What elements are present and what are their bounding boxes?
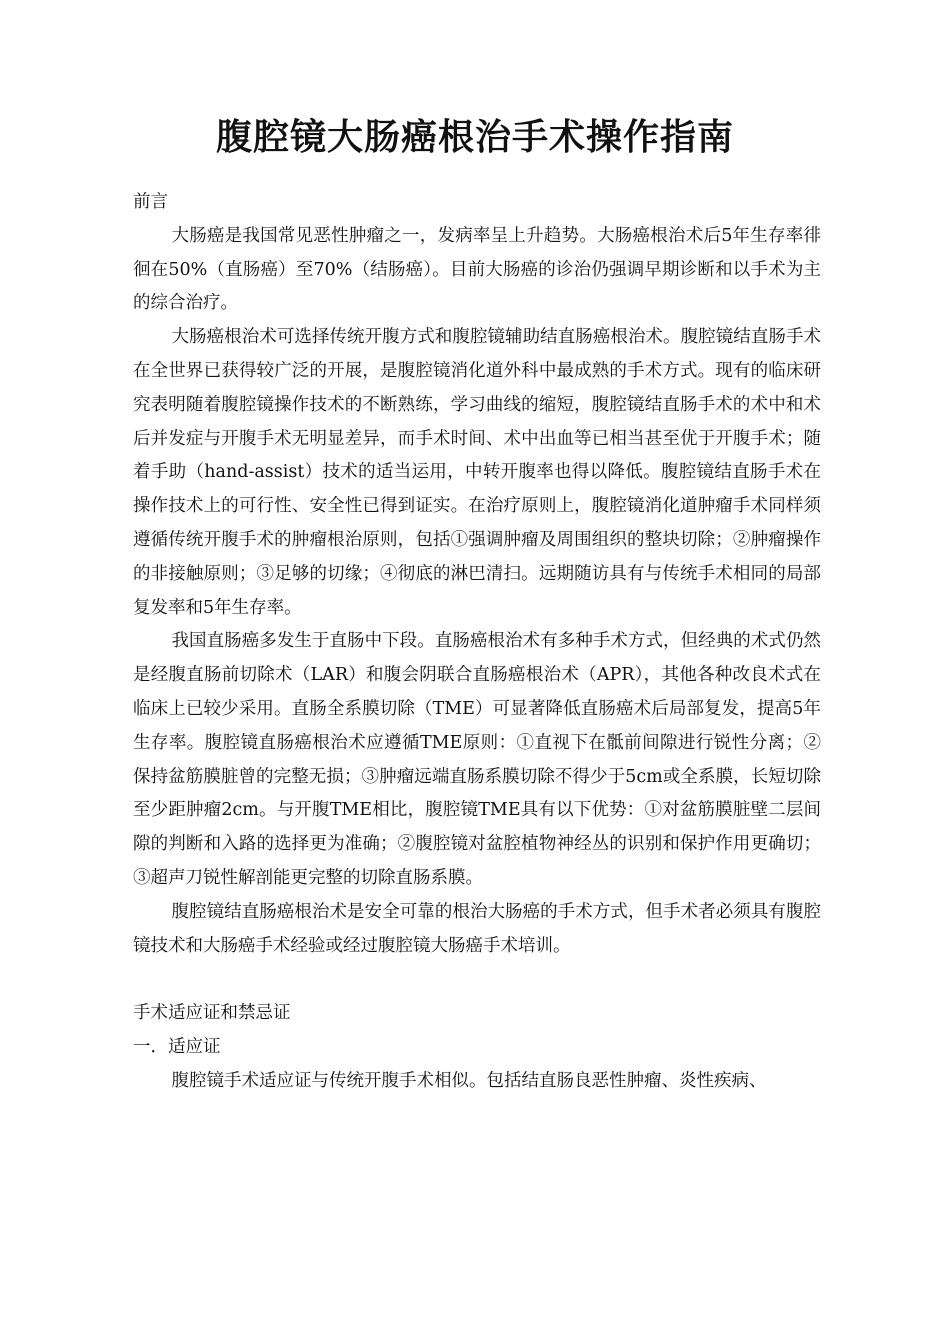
paragraph-4: 腹腔镜结直肠癌根治术是安全可靠的根治大肠癌的手术方式，但手术者必须具有腹腔镜技术和大肠癌手术经验或经过腹腔镜大肠癌手术培训。 (133, 901, 821, 956)
paragraph-2: 大肠癌根治术可选择传统开腹方式和腹腔镜辅助结直肠癌根治术。腹腔镜结直肠手术在全世界已获得较广泛的开展，是腹腔镜消化道外科中最成熟的手术方式。现有的临床研究表明随着腹腔镜操作技术的不断熟练，学习曲线的缩短，腹腔镜结直肠手术的术中和术后并发症与开腹手术无明显差异，而手术时间、术中出血等已相当甚至优于开腹手术；随着手助（hand-assist）技术的适当运用，中转开腹率也得以降低。腹腔镜结直肠手术在操作技术上的可行性、安全性已得到证实。在治疗原则上，腹腔镜消化道肿瘤手术同样须遵循传统开腹手术的肿瘤根治原则，包括①强调肿瘤及周围组织的整块切除；②肿瘤操作的非接触原则；③足够的切缘；④彻底的淋巴清扫。远期随访具有与传统手术相同的局部复发率和5年生存率。 (133, 327, 821, 618)
document-body (133, 186, 821, 1099)
preface-heading: 前言 (133, 192, 168, 212)
paragraph-5: 腹腔镜手术适应证与传统开腹手术相似。包括结直肠良恶性肿瘤、炎性疾病、 (171, 1070, 767, 1091)
section-spacer (133, 963, 821, 997)
section-heading: 手术适应证和禁忌证 (133, 1003, 291, 1024)
paragraph-1: 大肠癌是我国常见恶性肿瘤之一，发病率呈上升趋势。大肠癌根治术后5年生存率徘徊在50%（直肠癌）至70%（结肠癌）。目前大肠癌的诊治仍强调早期诊断和以手术为主的综合治疗。 (133, 225, 821, 314)
document-title: 腹腔镜大肠癌根治手术操作指南 (215, 117, 734, 158)
subsection-heading: 一．适应证 (133, 1036, 221, 1057)
paragraph-3: 我国直肠癌多发生于直肠中下段。直肠癌根治术有多种手术方式，但经典的术式仍然是经腹直肠前切除术（LAR）和腹会阴联合直肠癌根治术（APR），其他各种改良术式在临床上已较少采用。直肠全系膜切除（TME）可显著降低直肠癌术后局部复发，提高5年生存率。腹腔镜直肠癌根治术应遵循TME原则：①直视下在骶前间隙进行锐性分离；②保持盆筋膜脏曾的完整无损；③肿瘤远端直肠系膜切除不得少于5cm或全系膜，长短切除至少距肿瘤2cm。与开腹TME相比，腹腔镜TME具有以下优势：①对盆筋膜脏壁二层间隙的判断和入路的选择更为准确；②腹腔镜对盆腔植物神经丛的识别和保护作用更确切；③超声刀锐性解剖能更完整的切除直肠系膜。 (133, 631, 821, 888)
